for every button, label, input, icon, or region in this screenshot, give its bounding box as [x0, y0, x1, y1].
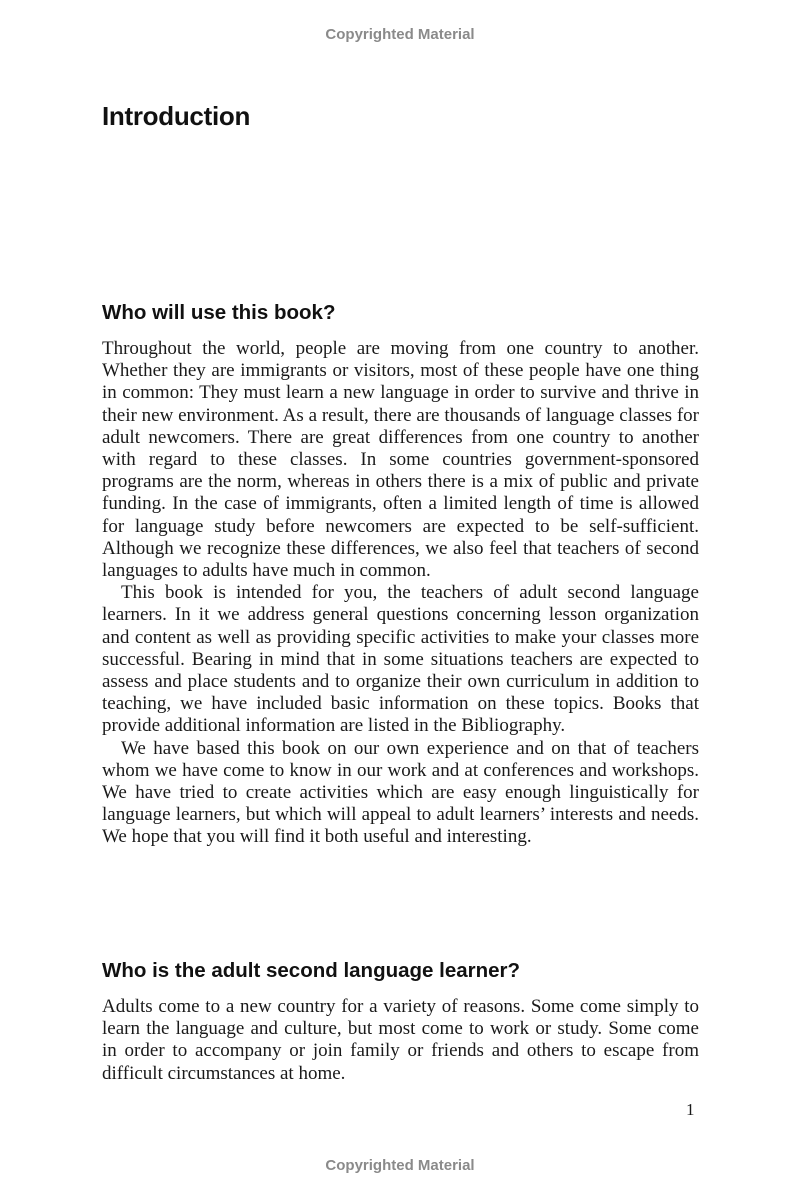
paragraph: This book is intended for you, the teachers of adult second language learners. In it we address general questions concerning lesson organization and content as well as providing specific activities to make your classes more successful. Bearing in mind that in some situations teachers are expected to assess and place students and to organize their own curriculum in addition to teaching, we have included basic information on these topics. Books that provide additional information are listed in the Bibliography.: [102, 582, 699, 737]
paragraph: Throughout the world, people are moving from one country to another. Whether they are immigrants or visitors, most of these people have one thing in common: They must learn a new language in order to survive and thrive in their new environment. As a result, there are thousands of language classes for adult newcomers. There are great differences from one country to another with regard to these classes. In some countries government-sponsored programs are the norm, whereas in others there is a mix of public and private funding. In the case of immigrants, often a limited length of time is allowed for language study before newcomers are expected to be self-sufficient. Although we recognize these differences, we also feel that teachers of second languages to adults have much in common.: [102, 338, 699, 582]
paragraph: Adults come to a new country for a variety of reasons. Some come simply to learn the language and culture, but most come to work or study. Some come in order to accompany or join family or friends and others to escape from difficult circumstances at home.: [102, 996, 699, 1084]
section-heading: Who will use this book?: [102, 301, 336, 324]
watermark-bottom: Copyrighted Material: [325, 1157, 475, 1174]
watermark-top: Copyrighted Material: [325, 26, 475, 43]
section-heading: Who is the adult second language learner?: [102, 959, 521, 982]
paragraph: We have based this book on our own experience and on that of teachers whom we have come to know in our work and at conferences and workshops. We have tried to create activities which are easy enough linguistically for language learners, but which will appeal to adult learners’ interests and needs. We hope that you will find it both useful and interesting.: [102, 737, 699, 848]
section-who-will-use: [102, 300, 699, 849]
chapter-title: Introduction: [102, 101, 251, 131]
section-adult-learner: [102, 958, 699, 1085]
page-number: 1: [686, 1100, 695, 1119]
